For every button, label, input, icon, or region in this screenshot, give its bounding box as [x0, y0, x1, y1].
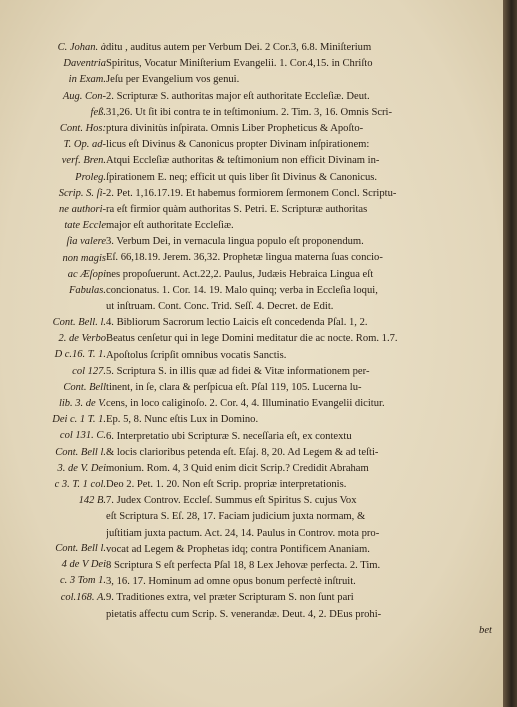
text-line: eſt Scriptura S. Eſ. 28, 17. Faciam judicium juxta normam, &	[106, 511, 366, 523]
text-line: juſtitiam juxta pactum. Act. 24, 14. Paulus in Controv. mota pro-	[106, 527, 380, 539]
main-text-block	[106, 40, 496, 639]
text-line: bet	[479, 624, 492, 636]
margin-note: C. Johan. à Daventria in Exam. Aug. Con- feß. Cont. Hos: T. Op. ad- verf. Bren. Proleg. Scrip. S. ſi- ne authori- tate Eccle ſia valere non magis ac Æſopi Fabulas.	[57, 42, 106, 297]
text-line: ptura divinitùs inſpirata. Omnis Liber Propheticus & Apoſto-	[106, 122, 364, 134]
text-line: pietatis affectu cum Scrip. S. venerandæ. Deut. 4, 2. DEus prohi-	[106, 608, 382, 620]
text-line: Deo 2. Pet. 1. 20. Non eſt Scrip. propriæ interpretationis.	[106, 479, 347, 491]
text-line: Eſ. 66,18.19. Jerem. 36,32. Prophetæ lingua materna ſuas concio-	[106, 252, 383, 264]
text-line: licus eſt Divinus & Canonicus propter Divinam inſpirationem:	[106, 139, 370, 151]
text-line: 31,26. Ut ſit ibi contra te in teſtimonium. 2. Tim. 3, 16. Omnis Scri-	[106, 106, 393, 118]
margin-note: Cont. Bell l. 4 de V Dei c. 3 Tom 1. col.168. A.	[55, 543, 106, 603]
text-line: Spiritus, Vocatur Miniſterium Evangelii. 1. Cor.4,15. in Chriſto	[106, 58, 373, 70]
text-line: 5. Scriptura S. in illis quæ ad fidei & Vitæ informationem per-	[106, 365, 370, 377]
text-line: Atqui Eccleſiæ authoritas & teſtimonium non efficit Divinam in-	[106, 155, 380, 167]
text-line: 9. Traditiones extra, vel præter Scripturam S. non ſunt pari	[106, 592, 354, 604]
text-line: & locis clarioribus petenda eſt. Eſaj. 8, 20. Ad Legem & ad teſti-	[106, 446, 379, 458]
text-line: 8 Scriptura S eſt perfecta Pſal 18, 8 Lex Jehovæ perfecta. 2. Tim.	[106, 560, 381, 571]
text-line: 4. Bibliorum Sacrorum lectio Laicis eſt concedenda Pſal. 1, 2.	[106, 317, 368, 329]
text-line: Beatus cenſetur qui in lege Domini meditatur die ac nocte. Rom. 1.7.	[106, 333, 398, 345]
text-line: major eſt authoritate Eccleſiæ.	[106, 220, 234, 232]
text-line: cens, in loco caliginoſo. 2. Cor. 4, 4. Illuminatio Evangelii dicitur.	[106, 398, 385, 410]
text-line: 2. Pet. 1,16.17.19. Et habemus formiorem ſermonem Concl. Scriptu-	[106, 187, 397, 199]
text-line: ſpirationem E. neq; efficit ut quis liber ſit Divinus & Canonicus.	[106, 171, 378, 183]
margin-note: Cont. Bell. l. 2. de Verbo D c.16. T. 1. col 127. Cont. Bell lib. 3. de V. Dei c. 1 T. 1. col 131. C. Cont. Bell l. 3. de V. Dei c 3. T. 1 col. 142 B.	[52, 317, 106, 507]
text-line: monium. Rom. 4, 3 Quid enim dicit Scrip.? Credidit Abraham	[106, 462, 369, 474]
text-line: Ep. 5, 8. Nunc eſtis Lux in Domino.	[106, 414, 259, 426]
text-line: 7. Judex Controv. Eccleſ. Summus eſt Spiritus S. cujus Vox	[106, 495, 357, 507]
text-line: Apoſtolus ſcripſit omnibus vocatis Sanctis.	[106, 349, 287, 361]
text-line: ra eſt firmior quàm authoritas S. Petri. E. Scripturæ authoritas	[106, 203, 368, 215]
text-line: 3. Verbum Dei, in vernacula lingua populo eſt proponendum.	[106, 236, 364, 248]
page-gutter-edge	[503, 0, 517, 707]
text-line: nes propoſuerunt. Act.22,2. Paulus, Judæis Hebraica Lingua eſt	[106, 268, 374, 280]
text-line: Jeſu per Evangelium vos genui.	[106, 74, 240, 86]
text-line: 3, 16. 17. Hominum ad omne opus bonum perfectè inſtruit.	[106, 576, 356, 588]
text-line: concionatus. 1. Cor. 14. 19. Malo quinq; verba in Eccleſia loqui,	[106, 284, 378, 296]
text-line: ditu , auditus autem per Verbum Dei. 2 Cor.3, 6.8. Miniſterium	[106, 42, 372, 53]
text-line: ut inſtruam. Cont. Conc. Trid. Seſſ. 4. Decret. de Edit.	[106, 301, 334, 312]
text-line: 6. Interpretatio ubi Scripturæ S. neceſſaria eſt, ex contextu	[106, 430, 352, 442]
text-line: tinent, in ſe, clara & perſpicua eſt. Pſal 119, 105. Lucerna lu-	[106, 381, 362, 393]
text-line: 2. Scripturæ S. authoritas major eſt authoritate Eccleſiæ. Deut.	[106, 90, 370, 102]
text-line: vocat ad Legem & Prophetas idq; contra Pontificem Ananiam.	[106, 543, 370, 555]
